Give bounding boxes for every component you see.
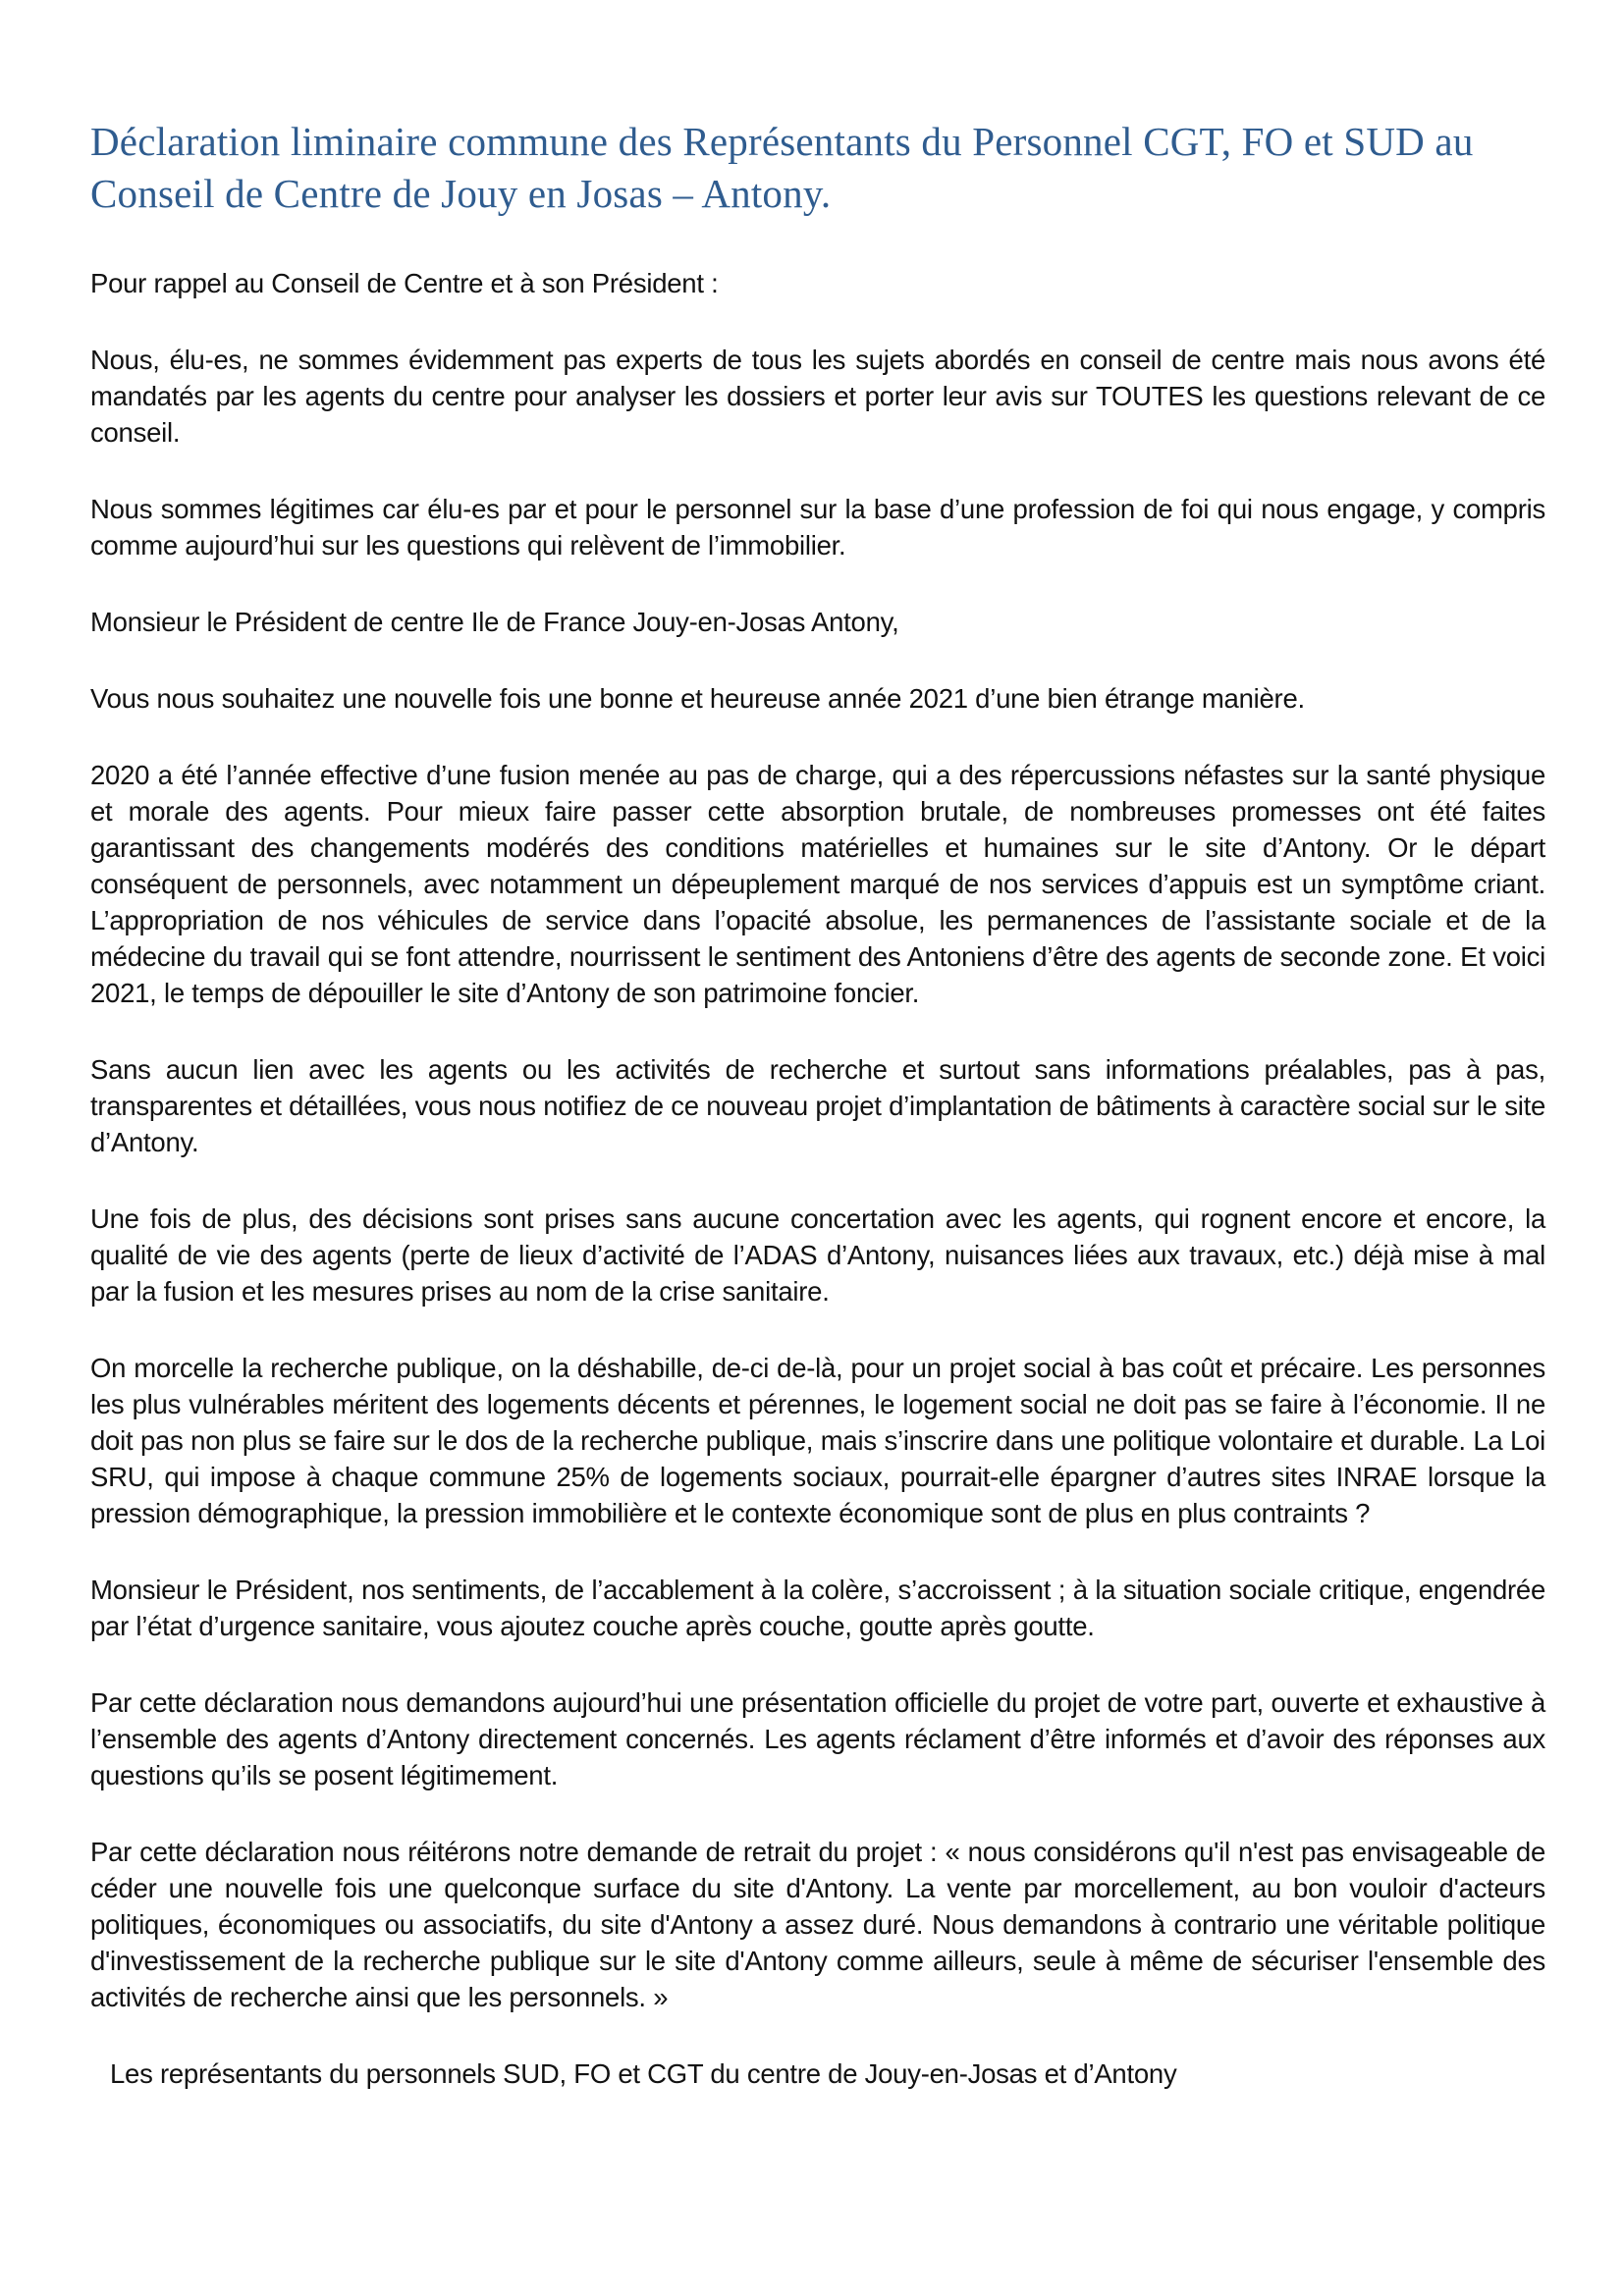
paragraph: Sans aucun lien avec les agents ou les activités de recherche et surtout sans informations préalables, pas à pas, transparentes et détaillées, vous nous notifiez de ce nouveau projet d’implantation de bâtiments à caractère social sur le site d’Antony. (90, 1054, 1545, 1157)
paragraph: On morcelle la recherche publique, on la déshabille, de-ci de-là, pour un projet social à bas coût et précaire. Les personnes les plus vulnérables méritent des logements décents et pérennes, le logement social ne doit pas se faire à l’économie. Il ne doit pas non plus se faire sur le dos de la recherche publique, mais s’inscrire dans une politique volontaire et durable. La Loi SRU, qui impose à chaque commune 25% de logements sociaux, pourrait-elle épargner d’autres sites INRAE lorsque la pression démographique, la pression immobilière et le contexte économique sont de plus en plus contraints ? (90, 1353, 1545, 1528)
paragraph: Par cette déclaration nous demandons aujourd’hui une présentation officielle du projet de votre part, ouverte et exhaustive à l’ensemble des agents d’Antony directement concernés. Les agents réclament d’être informés et d’avoir des réponses aux questions qu’ils se posent légitimement. (90, 1687, 1545, 1790)
paragraph: 2020 a été l’année effective d’une fusion menée au pas de charge, qui a des répercussions néfastes sur la santé physique et morale des agents. Pour mieux faire passer cette absorption brutale, de nombreuses promesses ont été faites garantissant des changements modérés des conditions matérielles et humaines sur le site d’Antony. Or le départ conséquent de personnels, avec notamment un dépeuplement marqué de nos services d’appuis est un symptôme criant. L’appropriation de nos véhicules de service dans l’opacité absolue, les permanences de l’assistante sociale et de la médecine du travail qui se font attendre, nourrissent le sentiment des Antoniens d’être des agents de seconde zone. Et voici 2021, le temps de dépouiller le site d’Antony de son patrimoine foncier. (90, 760, 1545, 1008)
paragraph-salutation: Pour rappel au Conseil de Centre et à son Président : (90, 268, 719, 298)
document-title: Déclaration liminaire commune des Représentants du Personnel CGT, FO et SUD au Conseil de Centre de Jouy en Josas – Antony. (90, 119, 1474, 216)
paragraph-quote-retrait: Par cette déclaration nous réitérons notre demande de retrait du projet : « nous considérons qu'il n'est pas envisageable de céder une nouvelle fois une quelconque surface du site d'Antony. La vente par morcellement, au bon vouloir d'acteurs politiques, économiques ou associatifs, du site d'Antony a assez duré. Nous demandons à contrario une véritable politique d'investissement de la recherche publique sur le site d'Antony comme ailleurs, seule à même de sécuriser l'ensemble des activités de recherche ainsi que les personnels. » (90, 1837, 1545, 2012)
paragraph: Monsieur le Président de centre Ile de France Jouy-en-Josas Antony, (90, 607, 899, 637)
paragraph: Vous nous souhaitez une nouvelle fois une bonne et heureuse année 2021 d’une bien étrange manière. (90, 683, 1305, 714)
signature-line: Les représentants du personnels SUD, FO et CGT du centre de Jouy-en-Josas et d’Antony (110, 2058, 1177, 2089)
paragraph: Monsieur le Président, nos sentiments, de l’accablement à la colère, s’accroissent ; à la situation sociale critique, engendrée par l’état d’urgence sanitaire, vous ajoutez couche après couche, goutte après goutte. (90, 1575, 1545, 1641)
paragraph: Nous, élu-es, ne sommes évidemment pas experts de tous les sujets abordés en conseil de centre mais nous avons été mandatés par les agents du centre pour analyser les dossiers et porter leur avis sur TOUTES les questions relevant de ce conseil. (90, 345, 1545, 448)
paragraph: Une fois de plus, des décisions sont prises sans aucune concertation avec les agents, qui rognent encore et encore, la qualité de vie des agents (perte de lieux d’activité de l’ADAS d’Antony, nuisances liées aux travaux, etc.) déjà mise à mal par la fusion et les mesures prises au nom de la crise sanitaire. (90, 1203, 1545, 1307)
paragraph: Nous sommes légitimes car élu-es par et pour le personnel sur la base d’une profession de foi qui nous engage, y compris comme aujourd’hui sur les questions qui relèvent de l’immobilier. (90, 494, 1545, 561)
